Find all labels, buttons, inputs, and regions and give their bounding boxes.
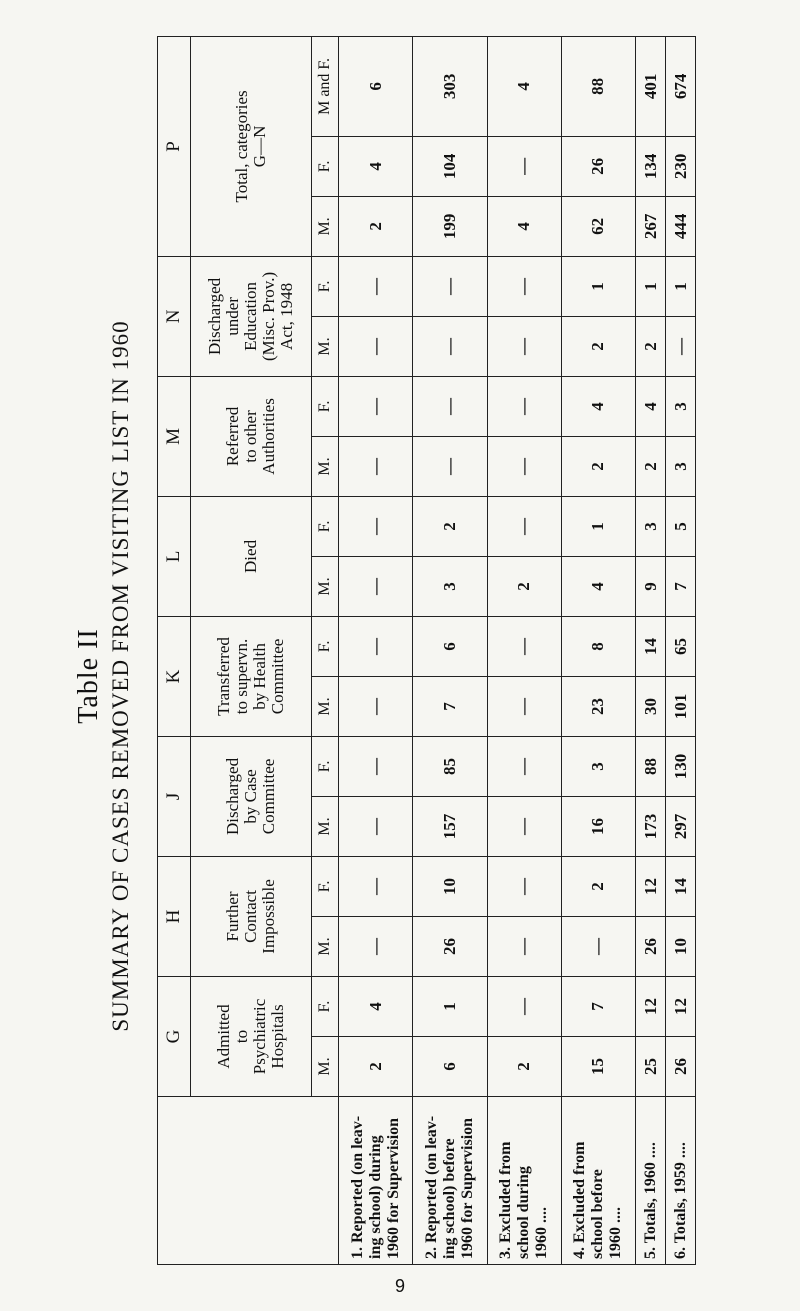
table-cell: 401 bbox=[636, 36, 666, 136]
table-cell: 65 bbox=[666, 616, 696, 676]
table-cell: 1 bbox=[561, 256, 635, 316]
table-cell: 104 bbox=[413, 136, 487, 196]
sex-header: F. bbox=[311, 736, 338, 796]
table-cell: 134 bbox=[636, 136, 666, 196]
table-cell: — bbox=[487, 796, 561, 856]
table-cell: 88 bbox=[561, 36, 635, 136]
sex-header: F. bbox=[311, 496, 338, 556]
table-cell: 4 bbox=[561, 376, 635, 436]
column-heading-line: to other bbox=[240, 410, 260, 463]
column-heading-line: Psychiatric bbox=[249, 998, 269, 1075]
table-row bbox=[339, 36, 413, 1264]
table-cell: 4 bbox=[339, 136, 413, 196]
column-heading bbox=[190, 496, 311, 616]
row-label bbox=[339, 1097, 413, 1265]
column-heading-line: Total, categories bbox=[231, 90, 251, 203]
column-heading-line: Admitted bbox=[213, 1004, 233, 1069]
table-cell: — bbox=[487, 916, 561, 976]
table-cell: — bbox=[339, 556, 413, 616]
row-label-line: 4. Excluded from bbox=[571, 1141, 589, 1259]
table-cell: 2 bbox=[561, 856, 635, 916]
table-cell: 10 bbox=[666, 916, 696, 976]
column-heading-line: to supervn. bbox=[231, 638, 251, 715]
table-cell: 12 bbox=[636, 976, 666, 1036]
column-heading-line: Transferred bbox=[213, 637, 233, 716]
table-cell: 14 bbox=[666, 856, 696, 916]
table-cell: 7 bbox=[561, 976, 635, 1036]
table-cell: — bbox=[487, 856, 561, 916]
row-label-line: school before bbox=[589, 1169, 607, 1259]
row-label-line: ing school) during bbox=[366, 1135, 384, 1259]
column-heading-line: G—N bbox=[249, 125, 269, 168]
row-label bbox=[636, 1097, 666, 1265]
table-cell: 62 bbox=[561, 196, 635, 256]
table-cell: — bbox=[487, 376, 561, 436]
letter-row bbox=[158, 36, 191, 1264]
table-cell: 1 bbox=[666, 256, 696, 316]
table-row bbox=[561, 36, 635, 1264]
sex-header: M and F. bbox=[311, 36, 338, 136]
column-heading-line: Referred bbox=[222, 406, 242, 467]
table-cell: — bbox=[487, 316, 561, 376]
sex-header: F. bbox=[311, 256, 338, 316]
table-cell: 230 bbox=[666, 136, 696, 196]
table-cell: — bbox=[413, 436, 487, 496]
table-cell: — bbox=[413, 316, 487, 376]
row-label-line: 1960 for Supervision bbox=[458, 1117, 476, 1259]
table-title: SUMMARY OF CASES REMOVED FROM VISITING LIST IN 1960 bbox=[108, 320, 133, 1032]
row-label-line: ing school) before bbox=[440, 1138, 458, 1259]
table-cell: 10 bbox=[413, 856, 487, 916]
row-label-line: 3. Excluded from bbox=[497, 1141, 515, 1259]
sex-header: M. bbox=[311, 556, 338, 616]
table-cell: — bbox=[487, 676, 561, 736]
table-cell: — bbox=[339, 736, 413, 796]
table-cell: — bbox=[339, 916, 413, 976]
table-cell: 26 bbox=[636, 916, 666, 976]
row-label-line: 1. Reported (on leav- bbox=[348, 1115, 366, 1259]
column-heading-line: by Case bbox=[240, 769, 260, 824]
table-cell: 4 bbox=[561, 556, 635, 616]
column-letter: H bbox=[158, 856, 191, 976]
table-cell: 16 bbox=[561, 796, 635, 856]
page-number: 9 bbox=[394, 1276, 405, 1296]
table-cell: 297 bbox=[666, 796, 696, 856]
row-label-line: 6. Totals, 1959 .... bbox=[671, 1142, 689, 1259]
table-label: Table II bbox=[73, 628, 104, 724]
table-cell: — bbox=[487, 736, 561, 796]
table-cell: — bbox=[339, 856, 413, 916]
column-heading bbox=[190, 376, 311, 496]
table-cell: 12 bbox=[636, 856, 666, 916]
table-cell: — bbox=[413, 376, 487, 436]
table-cell: — bbox=[487, 256, 561, 316]
column-heading-line: (Misc. Prov.) bbox=[258, 271, 278, 361]
sex-header: M. bbox=[311, 196, 338, 256]
table-cell: — bbox=[666, 316, 696, 376]
table-cell: 9 bbox=[636, 556, 666, 616]
column-heading-line: Education bbox=[240, 281, 260, 351]
table-row bbox=[487, 36, 561, 1264]
column-heading bbox=[190, 856, 311, 976]
column-heading-line: Hospitals bbox=[267, 1004, 287, 1069]
column-letter: G bbox=[158, 976, 191, 1096]
sex-header: F. bbox=[311, 976, 338, 1036]
table-cell: 4 bbox=[487, 36, 561, 136]
table-cell: 2 bbox=[561, 316, 635, 376]
column-heading-line: Died bbox=[240, 539, 260, 573]
table-cell: 2 bbox=[561, 436, 635, 496]
table-cell: 23 bbox=[561, 676, 635, 736]
table-cell: 8 bbox=[561, 616, 635, 676]
column-heading-line: Further bbox=[222, 891, 242, 942]
row-label-line: 1960 .... bbox=[607, 1207, 625, 1259]
sex-header: M. bbox=[311, 796, 338, 856]
table-cell: — bbox=[339, 436, 413, 496]
column-letter: P bbox=[158, 36, 191, 256]
table-cell: — bbox=[561, 916, 635, 976]
column-heading bbox=[190, 36, 311, 256]
table-cell: 101 bbox=[666, 676, 696, 736]
table-cell: 303 bbox=[413, 36, 487, 136]
table-cell: 2 bbox=[487, 1037, 561, 1097]
heading-row bbox=[190, 36, 311, 1264]
table-row bbox=[666, 36, 696, 1264]
table-cell: 173 bbox=[636, 796, 666, 856]
table-cell: — bbox=[487, 496, 561, 556]
table-cell: 26 bbox=[413, 916, 487, 976]
table-cell: 6 bbox=[339, 36, 413, 136]
table-cell: — bbox=[339, 316, 413, 376]
column-heading-line: by Health bbox=[249, 643, 269, 710]
table-cell: 6 bbox=[413, 616, 487, 676]
sex-header: F. bbox=[311, 856, 338, 916]
column-heading bbox=[190, 256, 311, 376]
table-cell: 1 bbox=[561, 496, 635, 556]
column-heading-line: Discharged bbox=[222, 757, 242, 836]
table-cell: 7 bbox=[413, 676, 487, 736]
table-cell: 2 bbox=[339, 196, 413, 256]
row-label bbox=[487, 1097, 561, 1265]
column-letter: L bbox=[158, 496, 191, 616]
table-cell: — bbox=[339, 496, 413, 556]
row-label bbox=[561, 1097, 635, 1265]
table-cell: 12 bbox=[666, 976, 696, 1036]
column-heading-line: to bbox=[231, 1029, 251, 1044]
table-cell: 2 bbox=[413, 496, 487, 556]
column-letter: J bbox=[158, 736, 191, 856]
table-cell: 199 bbox=[413, 196, 487, 256]
table-cell: 267 bbox=[636, 196, 666, 256]
table-cell: 3 bbox=[666, 376, 696, 436]
sex-header: F. bbox=[311, 616, 338, 676]
table-cell: — bbox=[339, 676, 413, 736]
column-heading-line: Committee bbox=[258, 758, 278, 835]
column-heading-line: Authorities bbox=[258, 398, 278, 475]
row-label-line: 1960 for Supervision bbox=[384, 1117, 402, 1259]
row-label bbox=[666, 1097, 696, 1265]
table-cell: — bbox=[339, 796, 413, 856]
table-cell: 674 bbox=[666, 36, 696, 136]
table-cell: 4 bbox=[487, 196, 561, 256]
table-cell: 88 bbox=[636, 736, 666, 796]
table-cell: — bbox=[339, 376, 413, 436]
row-label-line: 1960 .... bbox=[533, 1207, 551, 1259]
table-cell: — bbox=[487, 976, 561, 1036]
sex-header: F. bbox=[311, 136, 338, 196]
column-heading-line: Discharged bbox=[204, 277, 224, 355]
sex-header: M. bbox=[311, 436, 338, 496]
table-cell: 7 bbox=[666, 556, 696, 616]
table-cell: 85 bbox=[413, 736, 487, 796]
column-heading-line: Act, 1948 bbox=[276, 282, 296, 350]
table-cell: 15 bbox=[561, 1037, 635, 1097]
column-heading-line: under bbox=[222, 297, 242, 336]
table-cell: 2 bbox=[339, 1037, 413, 1097]
column-heading bbox=[190, 736, 311, 856]
table-cell: 26 bbox=[666, 1037, 696, 1097]
table-cell: 3 bbox=[666, 436, 696, 496]
column-heading bbox=[190, 976, 311, 1096]
table-row bbox=[413, 36, 487, 1264]
table-cell: 1 bbox=[413, 976, 487, 1036]
table-cell: — bbox=[487, 136, 561, 196]
table-cell: 2 bbox=[636, 436, 666, 496]
table-cell: 3 bbox=[636, 496, 666, 556]
table-cell: 5 bbox=[666, 496, 696, 556]
sex-header: M. bbox=[311, 676, 338, 736]
table-cell: 30 bbox=[636, 676, 666, 736]
table-cell: 157 bbox=[413, 796, 487, 856]
table-cell: 4 bbox=[636, 376, 666, 436]
table-cell: 26 bbox=[561, 136, 635, 196]
table-row bbox=[636, 36, 666, 1264]
sex-header: M. bbox=[311, 316, 338, 376]
table-cell: — bbox=[487, 616, 561, 676]
row-label-line: 5. Totals, 1960 .... bbox=[641, 1142, 659, 1259]
sex-row bbox=[311, 36, 338, 1264]
table-cell: 130 bbox=[666, 736, 696, 796]
column-letter: M bbox=[158, 376, 191, 496]
column-letter: K bbox=[158, 616, 191, 736]
column-heading-line: Impossible bbox=[258, 879, 278, 954]
table-container bbox=[157, 57, 696, 1265]
table-cell: 4 bbox=[339, 976, 413, 1036]
column-letter: N bbox=[158, 256, 191, 376]
table-cell: 2 bbox=[487, 556, 561, 616]
table-cell: 1 bbox=[636, 256, 666, 316]
table-cell: — bbox=[339, 616, 413, 676]
table-cell: 14 bbox=[636, 616, 666, 676]
column-heading-line: Contact bbox=[240, 890, 260, 943]
row-label-header bbox=[158, 1097, 339, 1265]
table-cell: — bbox=[487, 436, 561, 496]
sex-header: M. bbox=[311, 1037, 338, 1097]
row-label-line: school during bbox=[515, 1166, 533, 1259]
sex-header: F. bbox=[311, 376, 338, 436]
table-cell: 3 bbox=[561, 736, 635, 796]
table-cell: 6 bbox=[413, 1037, 487, 1097]
summary-table bbox=[157, 36, 696, 1265]
column-heading bbox=[190, 616, 311, 736]
sex-header: M. bbox=[311, 916, 338, 976]
column-heading-line: Committee bbox=[267, 638, 287, 715]
table-cell: 444 bbox=[666, 196, 696, 256]
table-cell: 25 bbox=[636, 1037, 666, 1097]
table-cell: 2 bbox=[636, 316, 666, 376]
row-label bbox=[413, 1097, 487, 1265]
table-cell: — bbox=[339, 256, 413, 316]
row-label-line: 2. Reported (on leav- bbox=[422, 1115, 440, 1259]
table-cell: — bbox=[413, 256, 487, 316]
table-cell: 3 bbox=[413, 556, 487, 616]
